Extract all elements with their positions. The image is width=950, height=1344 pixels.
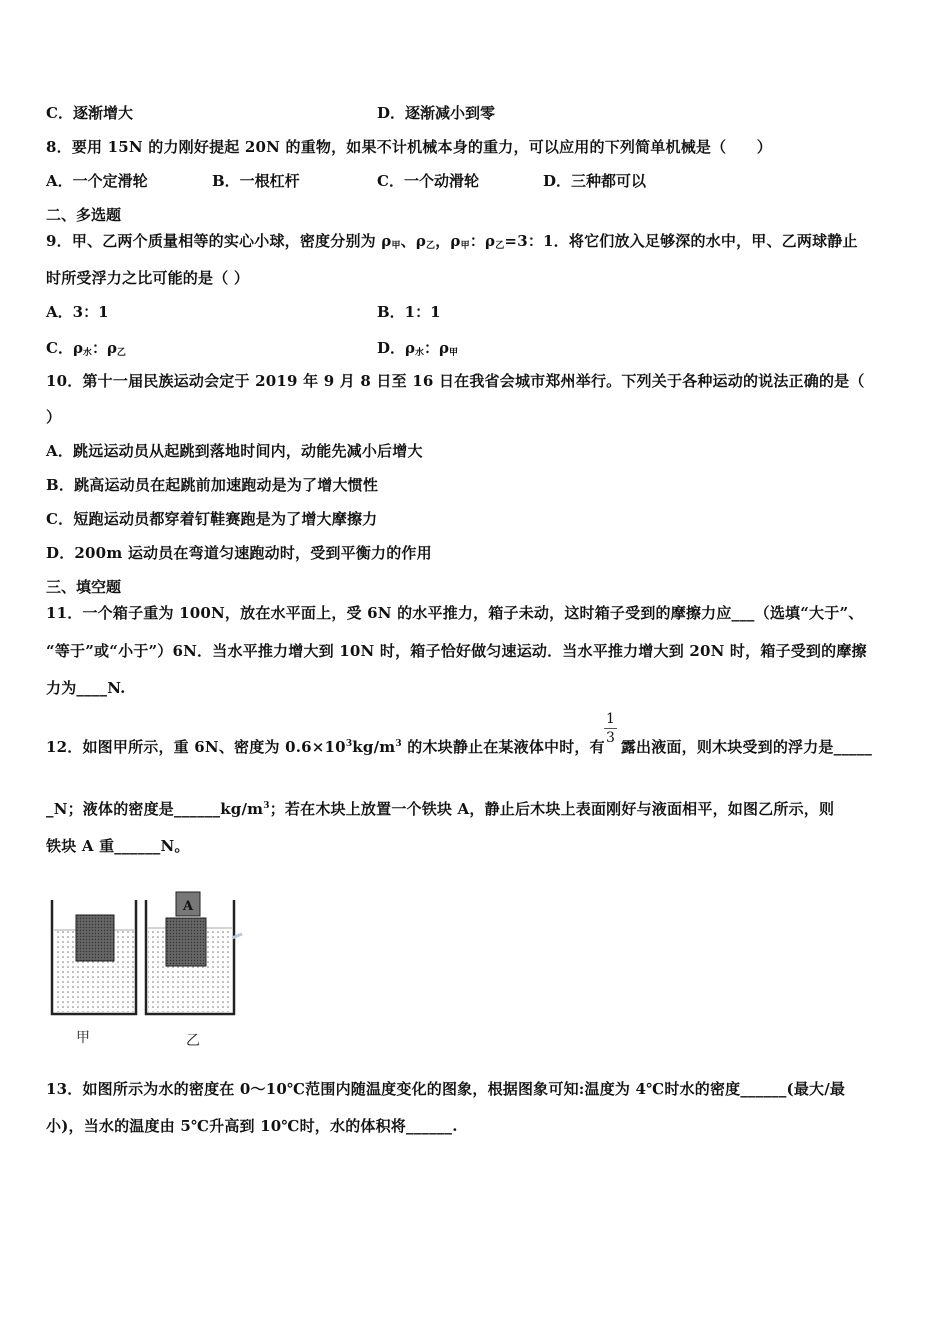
q10-stem-line2: ） (46, 408, 62, 426)
q9-stem-line2: 时所受浮力之比可能的是（ ） (46, 269, 250, 287)
q9-option-c: C．$\rho_水$：$\rho_乙$ (46, 339, 126, 358)
q8-stem: 8．要用 15N 的力刚好提起 20N 的重物，如果不计机械本身的重力，可以应用的下列简单机械是（ ） (46, 138, 772, 156)
section-multi-choice-heading: 二、多选题 (46, 206, 122, 224)
q9-option-d: D．$\rho_水$：$\rho_甲$ (377, 339, 458, 358)
beaker-diagram (46, 890, 246, 1050)
q10-option-b: B．跳高运动员在起跳前加速跑动是为了增大惯性 (46, 476, 379, 494)
q8-option-a: A．一个定滑轮 (46, 172, 148, 190)
q8-option-d: D．三种都可以 (543, 172, 647, 190)
section-fill-blank-heading: 三、填空题 (46, 578, 122, 596)
caption-jia: 甲 (76, 1030, 90, 1046)
q12-line1: 12．如图甲所示，重 6N、密度为 $0.6\times 10^3kg/m^3$ 的木块静止在某液体中时，有 露出液面，则木块受到的浮力是_____ (46, 738, 873, 756)
q9-option-a: A．3：1 (46, 303, 109, 321)
one-third-fraction: $\frac{1}{3}$ (606, 711, 615, 746)
q13-line1: 13．如图所示为水的密度在 0～10℃范围内随温度变化的图象，根据图象可知:温度为 4℃时水的密度______(最大/最 (46, 1080, 846, 1098)
q11-line3: 力为____N. (46, 679, 126, 697)
q10-option-d: D．200m 运动员在弯道匀速跑动时，受到平衡力的作用 (46, 544, 432, 562)
beaker-yi (146, 892, 242, 1014)
q12-figure (46, 890, 246, 1054)
q8-option-b: B．一根杠杆 (212, 172, 300, 190)
q12-line3: 铁块 A 重______N。 (46, 837, 190, 855)
q7-option-d: D．逐渐减小到零 (377, 104, 496, 122)
q11-line2: “等于”或“小于”）6N．当水平推力增大到 10N 时，箱子恰好做匀速运动．当水平推力增大到 20N 时，箱子受到的摩擦 (46, 642, 867, 660)
q8-option-c: C．一个动滑轮 (377, 172, 479, 190)
q10-stem-line1: 10．第十一届民族运动会定于 2019 年 9 月 8 日至 16 日在我省会城市郑州举行。下列关于各种运动的说法正确的是（ (46, 372, 865, 390)
q10-option-c: C．短跑运动员都穿着钉鞋赛跑是为了增大摩擦力 (46, 510, 378, 528)
q9-stem-line1: 9．甲、乙两个质量相等的实心小球，密度分别为 $\rho_甲$、$\rho_乙$，$\rho_甲$：$\rho_乙=3$：1．将它们放入足够深的水中，甲、乙两球静止 (46, 232, 858, 251)
q12-line2: _N；液体的密度是$\_\_\_\_\_\_kg/m^3$；若在木块上放置一个铁块 A，静止后木块上表面刚好与液面相平，如图乙所示，则 (46, 800, 835, 818)
caption-yi: 乙 (186, 1033, 200, 1049)
beaker-jia (52, 900, 136, 1014)
q11-line1: 11．一个箱子重为 100N，放在水平面上，受 6N 的水平推力，箱子未动，这时箱子受到的摩擦力应___（选填“大于”、 (46, 604, 864, 622)
q10-option-a: A．跳远运动员从起跳到落地时间内，动能先减小后增大 (46, 442, 423, 460)
q9-option-b: B．1：1 (377, 303, 441, 321)
iron-block-label: A (182, 899, 194, 914)
q7-option-c: C．逐渐增大 (46, 104, 133, 122)
q13-line2: 小)，当水的温度由 5℃升高到 10℃时，水的体积将______. (46, 1117, 458, 1135)
